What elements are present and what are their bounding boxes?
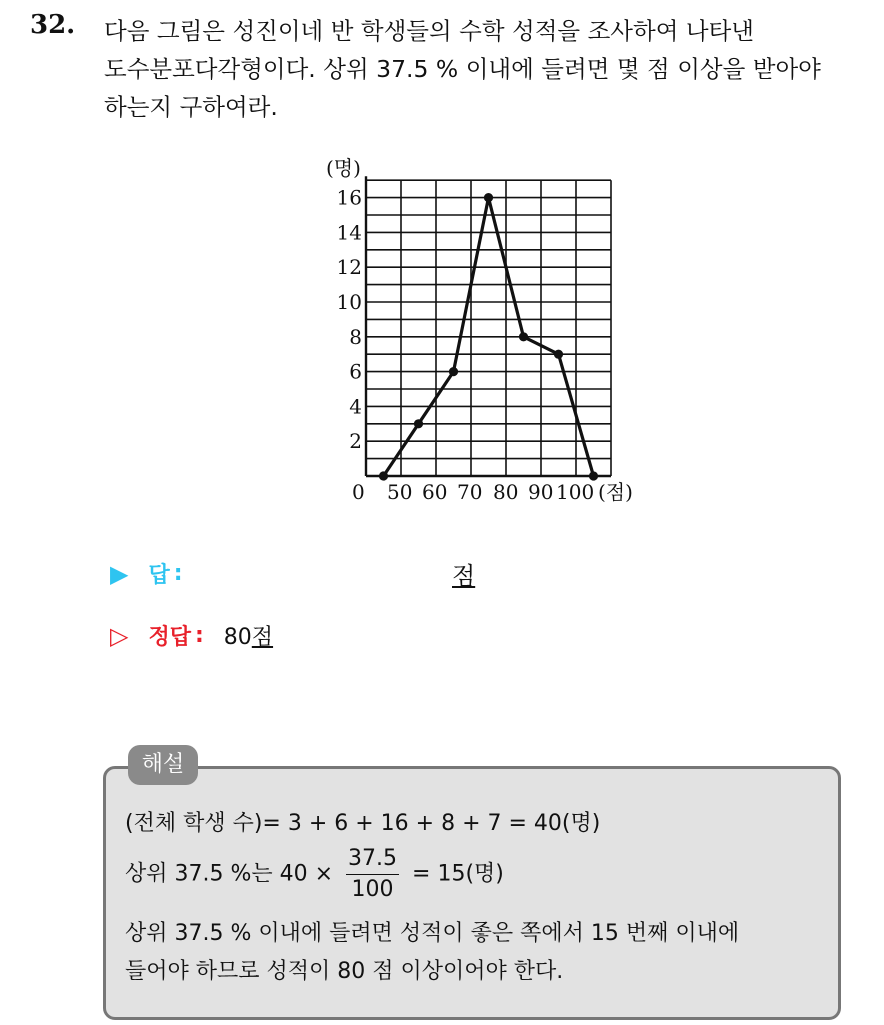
answer-unit: 점 xyxy=(452,562,476,590)
correct-colon: : xyxy=(194,623,204,648)
explanation-text: = 15(명) xyxy=(412,861,504,887)
y-tick-label: 4 xyxy=(349,394,362,419)
y-tick-label: 16 xyxy=(336,185,362,210)
explanation-line: 들어야 하므로 성적이 80 점 이상이어야 한다. xyxy=(125,959,564,984)
x-tick-label: 60 xyxy=(422,480,448,504)
play-triangle-icon: ▶ xyxy=(110,559,129,588)
x-tick-label: 90 xyxy=(528,480,554,504)
fraction xyxy=(346,846,399,903)
fraction-numerator: 37.5 xyxy=(346,846,399,875)
y-tick-label: 14 xyxy=(336,220,362,245)
outline-triangle-icon: ▷ xyxy=(110,621,129,650)
explanation-line xyxy=(125,846,504,903)
answer-colon: : xyxy=(173,561,183,586)
x-tick-label: 100 xyxy=(556,480,595,504)
question-line: 다음 그림은 성진이네 반 학생들의 수학 성적을 조사하여 나타낸 xyxy=(104,17,754,45)
answer-row xyxy=(110,558,183,589)
data-point xyxy=(554,350,563,359)
y-tick-label: 6 xyxy=(349,359,362,384)
y-axis-unit: (명) xyxy=(326,156,361,180)
fraction-denominator: 100 xyxy=(351,877,394,902)
correct-value: 80 xyxy=(223,625,252,650)
data-point xyxy=(484,193,493,202)
y-tick-label: 8 xyxy=(349,324,362,349)
origin-label: 0 xyxy=(352,480,365,504)
question-line: 하는지 구하여라. xyxy=(104,93,278,121)
data-point xyxy=(449,367,458,376)
data-point xyxy=(379,471,388,480)
data-point xyxy=(519,332,528,341)
chart-axes xyxy=(366,176,611,476)
correct-label: 정답 xyxy=(148,625,191,650)
answer-label: 답 xyxy=(148,563,170,588)
chart-grid xyxy=(366,180,611,476)
x-axis-unit: (점) xyxy=(598,480,633,504)
explanation-tag: 해설 xyxy=(128,745,198,785)
correct-unit: 점 xyxy=(251,625,274,650)
correct-row xyxy=(110,620,273,651)
y-tick-label: 2 xyxy=(349,429,362,454)
data-point xyxy=(414,419,423,428)
correct-answer xyxy=(224,620,273,651)
explanation-line: (전체 학생 수)= 3 + 6 + 16 + 8 + 7 = 40(명) xyxy=(125,811,601,836)
y-tick-label: 10 xyxy=(336,290,362,314)
x-tick-label: 80 xyxy=(493,480,519,504)
data-point xyxy=(589,471,598,480)
explanation-line: 상위 37.5 % 이내에 들려면 성적이 좋은 쪽에서 15 번째 이내에 xyxy=(125,921,740,946)
question-number: 32. xyxy=(30,10,76,40)
y-tick-label: 12 xyxy=(336,255,362,280)
question-line: 도수분포다각형이다. 상위 37.5 % 이내에 들려면 몇 점 이상을 받아야 xyxy=(104,55,821,83)
x-tick-label: 50 xyxy=(387,480,413,504)
explanation-text: 상위 37.5 %는 40 × xyxy=(125,861,334,887)
x-tick-label: 70 xyxy=(457,480,483,504)
